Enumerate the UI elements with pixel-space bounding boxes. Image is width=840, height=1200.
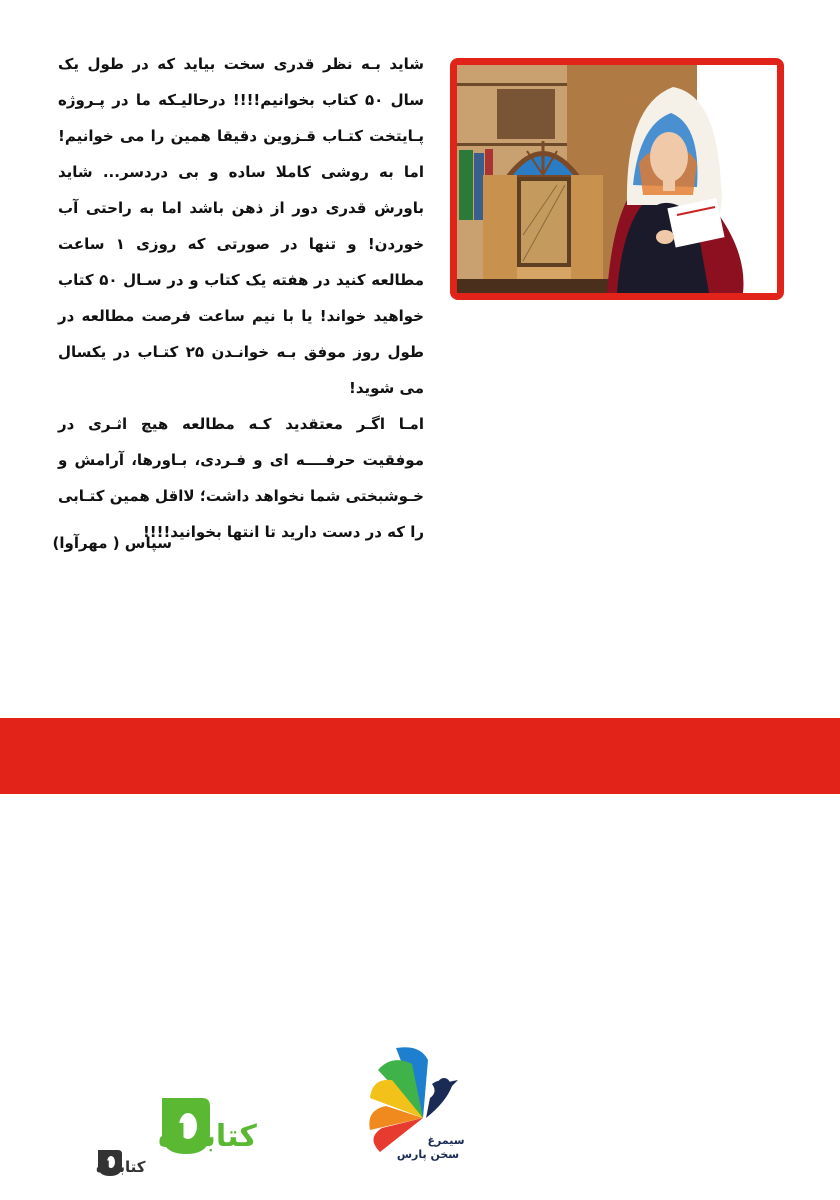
author-photo-frame <box>450 58 784 300</box>
publisher-logo <box>368 1040 468 1165</box>
ketabrah-large-text: کتابراه <box>158 1119 257 1154</box>
publisher-name-line2: سخن پارس <box>396 1148 460 1161</box>
ketabrah-logo <box>38 1090 257 1185</box>
body-text <box>52 46 425 552</box>
signature: سپاس ( مهرآوا) <box>52 534 172 552</box>
paragraph-1: شاید بـه نظر قدری سخت بیاید که در طول یک سال ۵۰ کتاب بخوانیم!!!! درحالیـکه ما در پـروژه پـایتخت کتـاب قـزوین دقیقا همین را می خوانیم! اما به روشی کاملا ساده و بی دردسر... شاید باورش قدری دور از ذهن باشد اما به راحتی آب خوردن! و تنها در صورتی که روزی ۱ ساعت مطالعه کنید در هفته یک کتاب و در سـال ۵۰ کتاب خواهید خواند! یا با نیم ساعت فرصت مطالعه در طول روز موفق بـه خوانـدن ۲۵ کتـاب در یکسال می شوید! <box>58 55 425 397</box>
paragraph-2: امـا اگـر معتقدید کـه مطالعه هیچ اثـری در موفقیت حرفــــه ای و فـردی، بـاورها، آرامش و خـوشبختی شما نخواهد داشت؛ لااقل همین کتـابی را که در دست دارید تا انتها بخوانید!!!! <box>58 415 424 541</box>
red-band <box>0 718 840 794</box>
publisher-name-line1: سیمرغ <box>427 1134 465 1147</box>
author-photo <box>457 65 777 293</box>
ketabrah-small-text: کتابراه <box>96 1158 146 1176</box>
